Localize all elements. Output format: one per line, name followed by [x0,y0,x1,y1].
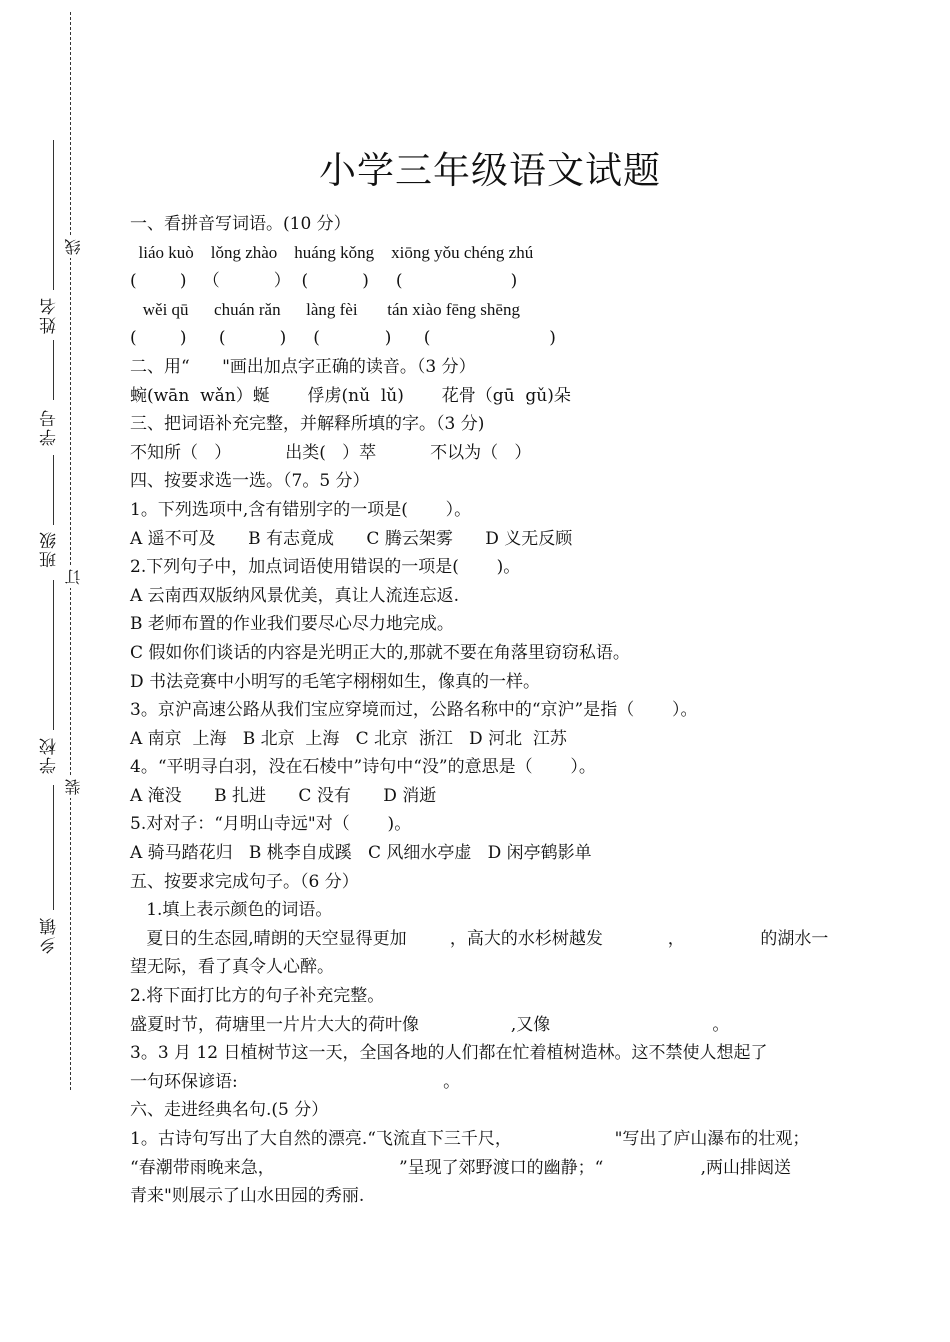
line-mark: 线 [62,236,85,258]
school-blank-line [53,580,54,730]
staple-mark: 订 [62,566,85,588]
exam-content [130,210,858,1211]
idiom-completion-items: 不知所（ ） 出类( ）萃 不以为（ ） [130,442,532,463]
question-4-5-options: A 骑马踏花归 B 桃李自成蹊 C 风细水亭虚 D 闲亭鹤影单 [130,843,592,864]
question-4-2-option-c: C 假如你们谈话的内容是光明正大的,那就不要在角落里窃窃私语。 [130,642,630,663]
question-4-3-options: A 南京 上海 B 北京 上海 C 北京 浙江 D 河北 江苏 [130,728,567,749]
pinyin-row-2: wěi qū chuán rǎn làng fèi tán xiào fēng shēng [130,299,520,319]
question-4-2-option-a: A 云南西双版纳风景优美，真让人流连忘返. [130,585,460,606]
question-5-2: 2.将下面打比方的句子补充完整。 [130,986,385,1007]
section-3-heading: 三、把词语补充完整，并解释所填的字。（3 分) [130,414,485,435]
question-4-2-option-d: D 书法竞赛中小明写的毛笔字栩栩如生，像真的一样。 [130,671,541,692]
question-5-1-text: 夏日的生态园,晴朗的天空显得更加 ，高大的水杉树越发 ， 的湖水一 [130,928,829,949]
question-4-4: 4。“平明寻白羽，没在石棱中”诗句中“没”的意思是（ ）。 [130,757,596,778]
binding-margin [0,0,100,1342]
name-label: 姓名 [40,296,60,334]
question-4-1-options: A 遥不可及 B 有志竟成 C 腾云架雾 D 义无反顾 [130,528,573,549]
answer-blanks-row-2: ( ) ( ) ( ) ( ) [130,328,556,349]
question-5-1: 1.填上表示颜色的词语。 [130,900,333,921]
question-6-1: 1。古诗句写出了大自然的漂亮.“飞流直下三千尺， "写出了庐山瀑布的壮观； [130,1129,810,1149]
class-label: 班级 [40,530,60,568]
binding-mark: 装 [62,776,85,798]
section-5-heading: 五、按要求完成句子。（6 分） [130,871,359,892]
township-blank-line [53,785,54,910]
pinyin-row-1: liáo kuò lǒng zhào huáng kǒng xiōng yǒu chéng zhú [130,242,534,262]
question-4-5: 5.对对子：“月明山寺远"对（ )。 [130,814,412,835]
question-5-3: 3。3 月 12 日植树节这一天，全国各地的人们都在忙着植树造林。这不禁使人想起了 [130,1043,768,1064]
question-4-4-options: A 淹没 B 扎进 C 没有 D 消逝 [130,785,437,806]
question-4-1: 1。下列选项中,含有错别字的一项是( ）。 [130,499,472,520]
section-2-heading: 二、用“ "画出加点字正确的读音。（3 分） [130,356,476,377]
question-6-1-end: 青来"则展示了山水田园的秀丽. [130,1186,365,1207]
student-id-blank-line [53,340,54,400]
question-4-2: 2.下列句子中，加点词语使用错误的一项是( )。 [130,557,521,578]
question-5-3-cont: 一句环保谚语: 。 [130,1071,461,1092]
section-1-heading: 一、看拼音写词语。(10 分） [130,214,351,234]
page-title: 小学三年级语文试题 [319,149,661,192]
question-6-1-cont: “春潮带雨晚来急， ”呈现了郊野渡口的幽静；“ ,两山排闼送 [130,1157,792,1178]
question-4-2-option-b: B 老师布置的作业我们要尽心尽力地完成。 [130,614,454,635]
section-4-heading: 四、按要求选一选。（7。5 分） [130,471,370,492]
question-4-3: 3。京沪高速公路从我们宝应穿境而过，公路名称中的“京沪”是指（ ）。 [130,700,698,721]
question-5-2-text: 盛夏时节，荷塘里一片片大大的荷叶像 ,又像 。 [130,1014,730,1035]
answer-blanks-row-1: ( ) （ ） ( ) ( ) [130,271,518,292]
pronunciation-items: 蜿(wān wǎn）蜒 俘虏(nǔ lǔ) 花骨（gū gǔ)朵 [130,385,571,406]
township-label: 乡镇 [40,916,60,954]
school-label: 学校 [40,736,60,774]
question-5-1-text-cont: 望无际，看了真令人心醉。 [130,957,334,978]
section-6-heading: 六、走进经典名句.(5 分） [130,1100,329,1121]
class-blank-line [53,455,54,525]
student-id-label: 学号 [40,408,60,446]
